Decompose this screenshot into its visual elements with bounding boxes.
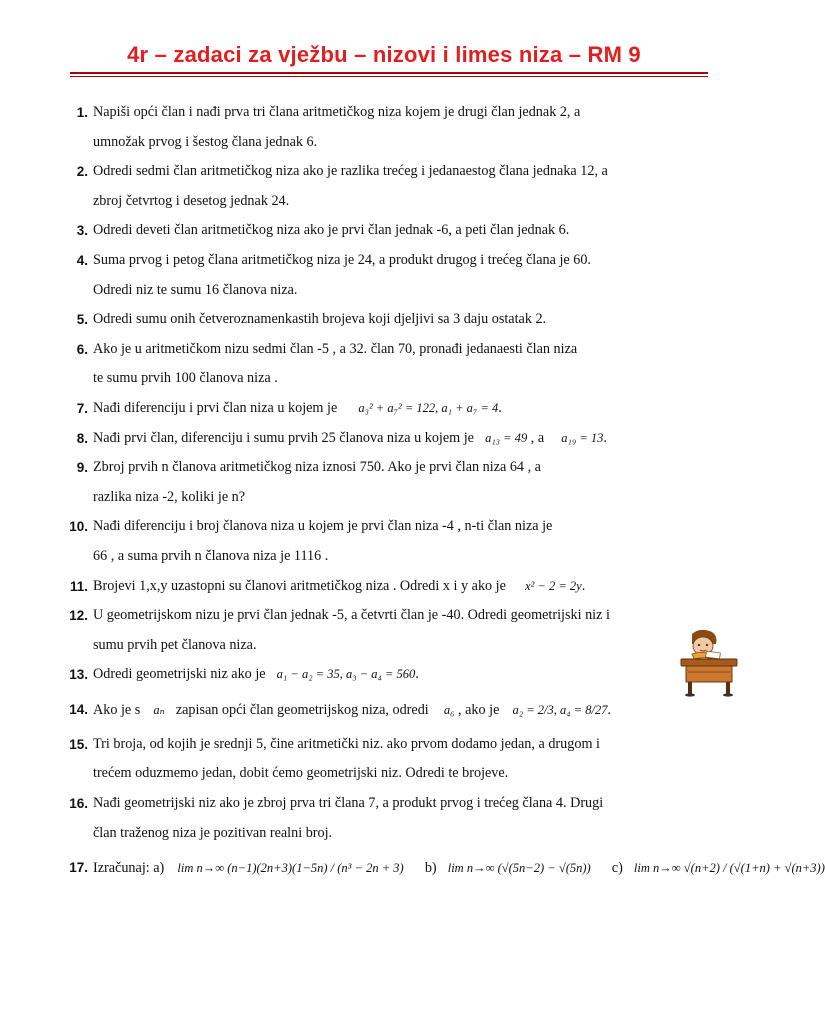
task-text: Odredi geometrijski niz ako je [93, 666, 266, 683]
task-number: 4. [76, 252, 88, 268]
page-title: 4r – zadaci za vježbu – nizovi i limes niza – RM 9 [127, 42, 641, 67]
task-number: 16. [69, 796, 88, 812]
task-number: 13. [69, 667, 88, 683]
task-item [60, 246, 710, 305]
title-underline-thin [70, 76, 708, 77]
task-text: Nađi diferenciju i broj članova niza u kojem je prvi član niza -4 , n-ti član niza je [93, 518, 553, 535]
task-number: 14. [69, 701, 88, 717]
task-item [60, 660, 710, 690]
task-number: 12. [69, 608, 88, 624]
task-item [60, 572, 710, 602]
task-text-mid: , a [530, 429, 545, 446]
task-line [93, 848, 825, 888]
formula-t7: a₃² + a₇² = 122, a₁ + a₇ = 4 [358, 400, 499, 415]
task-text: trećem oduzmemo jedan, dobit ćemo geometrijski niz. Odredi te brojeve. [93, 765, 509, 782]
task-item [60, 424, 710, 454]
task-list [60, 98, 825, 888]
task-item [60, 157, 710, 216]
task-number: 17. [69, 860, 88, 876]
task-item [60, 394, 710, 424]
task-line: Odredi geometrijski niz ako je a₁ − a₂ = 35, a₃ − a₄ = 560. [93, 666, 419, 683]
task-number: 7. [76, 400, 88, 416]
formula-t14: a₂ = 2/3, a₄ = 8/27 [512, 702, 608, 717]
formula-t11: x² − 2 = 2y [525, 578, 582, 593]
task-number: 2. [76, 164, 88, 180]
task-text: Odredi sedmi član aritmetičkog niza ako je razlika trećeg i jedanaestog člana jednaka 12, a [93, 163, 608, 180]
task-item [60, 335, 710, 394]
task-text: Nađi prvi član, diferenciju i sumu prvih 25 članova niza u kojem je [93, 429, 474, 446]
student-at-desk-clipart [678, 628, 740, 698]
task-text: Brojevi 1,x,y uzastopni su članovi aritmetičkog niza . Odredi x i y ako je [93, 577, 506, 594]
task-item [60, 216, 710, 246]
task-text: Nađi diferenciju i prvi član niza u kojem je [93, 399, 338, 416]
task-text: umnožak prvog i šestog člana jednak 6. [93, 133, 318, 150]
formula-t17c: lim n→∞ √(n+2) / (√(1+n) + √(n+3)) [633, 861, 825, 876]
task-text: zbroj četvrtog i desetog jednak 24. [93, 192, 290, 209]
task-number: 1. [76, 105, 88, 120]
task-text: c) [611, 860, 623, 877]
task-text: Odredi sumu onih četveroznamenkastih brojeva koji djeljivi sa 3 daju ostatak 2. [93, 311, 547, 328]
task-text: Tri broja, od kojih je srednji 5, čine aritmetički niz. ako prvom dodamo jedan, a drugom i [93, 735, 600, 752]
task-number: 3. [76, 223, 88, 239]
task-line: Nađi prvi član, diferenciju i sumu prvih 25 članova niza u kojem je a₁₃ = 49 , a a₁₉ = 13. [93, 429, 607, 446]
task-item [60, 690, 710, 730]
task-item [60, 789, 710, 848]
task-text: 66 , a suma prvih n članova niza je 1116 . [93, 547, 329, 564]
task-text: Nađi geometrijski niz ako je zbroj prva tri člana 7, a produkt prvog i trećeg člana 4. Drugi [93, 795, 604, 812]
task-item [60, 730, 710, 789]
title-underline [70, 72, 708, 74]
formula-t17a: lim n→∞ (n−1)(2n+3)(1−5n) / (n³ − 2n + 3) [177, 861, 404, 876]
task-text: Odredi deveti član aritmetičkog niza ako je prvi član jednak -6, a peti član jednak 6. [93, 222, 570, 239]
task-text: Odredi niz te sumu 16 članova niza. [93, 281, 298, 298]
task-item [60, 98, 710, 157]
formula-t14-a6: a₆ [443, 702, 455, 717]
formula-t13: a₁ − a₂ = 35, a₃ − a₄ = 560 [276, 667, 416, 682]
task-number: 9. [76, 460, 88, 476]
task-text: zapisan opći član geometrijskog niza, odredi [175, 701, 429, 718]
task-number: 10. [69, 519, 88, 535]
task-text: Izračunaj: a) [93, 860, 165, 877]
task-text: član traženog niza je pozitivan realni broj. [93, 824, 333, 841]
formula-t8b: a₁₉ = 13 [561, 430, 604, 445]
task-text: Suma prvog i petog člana aritmetičkog niza je 24, a produkt drugog i trećeg člana je 60. [93, 251, 591, 268]
task-item [60, 453, 710, 512]
task-item [60, 305, 710, 335]
task-line: Ako je s aₙ zapisan opći član geometrijskog niza, odredi a₆ , ako je a₂ = 2/3, a₄ = 8/27. [93, 701, 612, 718]
task-text: Ako je u aritmetičkom nizu sedmi član -5 , a 32. član 70, pronađi jedanaesti član niza [93, 340, 578, 357]
formula-t8a: a₁₃ = 49 [485, 430, 528, 445]
task-number: 15. [69, 736, 88, 752]
task-number: 6. [76, 341, 88, 357]
task-number: 11. [69, 578, 88, 594]
task-text: , ako je [458, 701, 500, 718]
task-item [60, 601, 710, 660]
formula-t14-an: aₙ [153, 702, 165, 717]
task-text: U geometrijskom nizu je prvi član jednak -5, a četvrti član je -40. Odredi geometrijski niz i [93, 607, 610, 624]
task-item [60, 512, 710, 571]
formula-t17b: lim n→∞ (√(5n−2) − √(5n)) [447, 861, 591, 876]
task-number: 8. [76, 430, 88, 446]
task-text: Zbroj prvih n članova aritmetičkog niza iznosi 750. Ako je prvi član niza 64 , a [93, 459, 541, 476]
task-text: b) [424, 860, 437, 877]
task-number: 5. [76, 312, 88, 328]
task-text: Ako je s [93, 701, 141, 718]
task-text: razlika niza -2, koliki je n? [93, 488, 246, 505]
task-text: sumu prvih pet članova niza. [93, 636, 257, 653]
task-text: te sumu prvih 100 članova niza . [93, 370, 278, 387]
task-line: Nađi diferenciju i prvi član niza u kojem je a₃² + a₇² = 122, a₁ + a₇ = 4. [93, 399, 502, 416]
task-text: Napiši opći član i nađi prva tri člana aritmetičkog niza kojem je drugi član jednak 2, a [93, 104, 581, 120]
task-item [60, 848, 825, 888]
task-line: Brojevi 1,x,y uzastopni su članovi aritmetičkog niza . Odredi x i y ako je x² − 2 = 2y. [93, 577, 586, 594]
